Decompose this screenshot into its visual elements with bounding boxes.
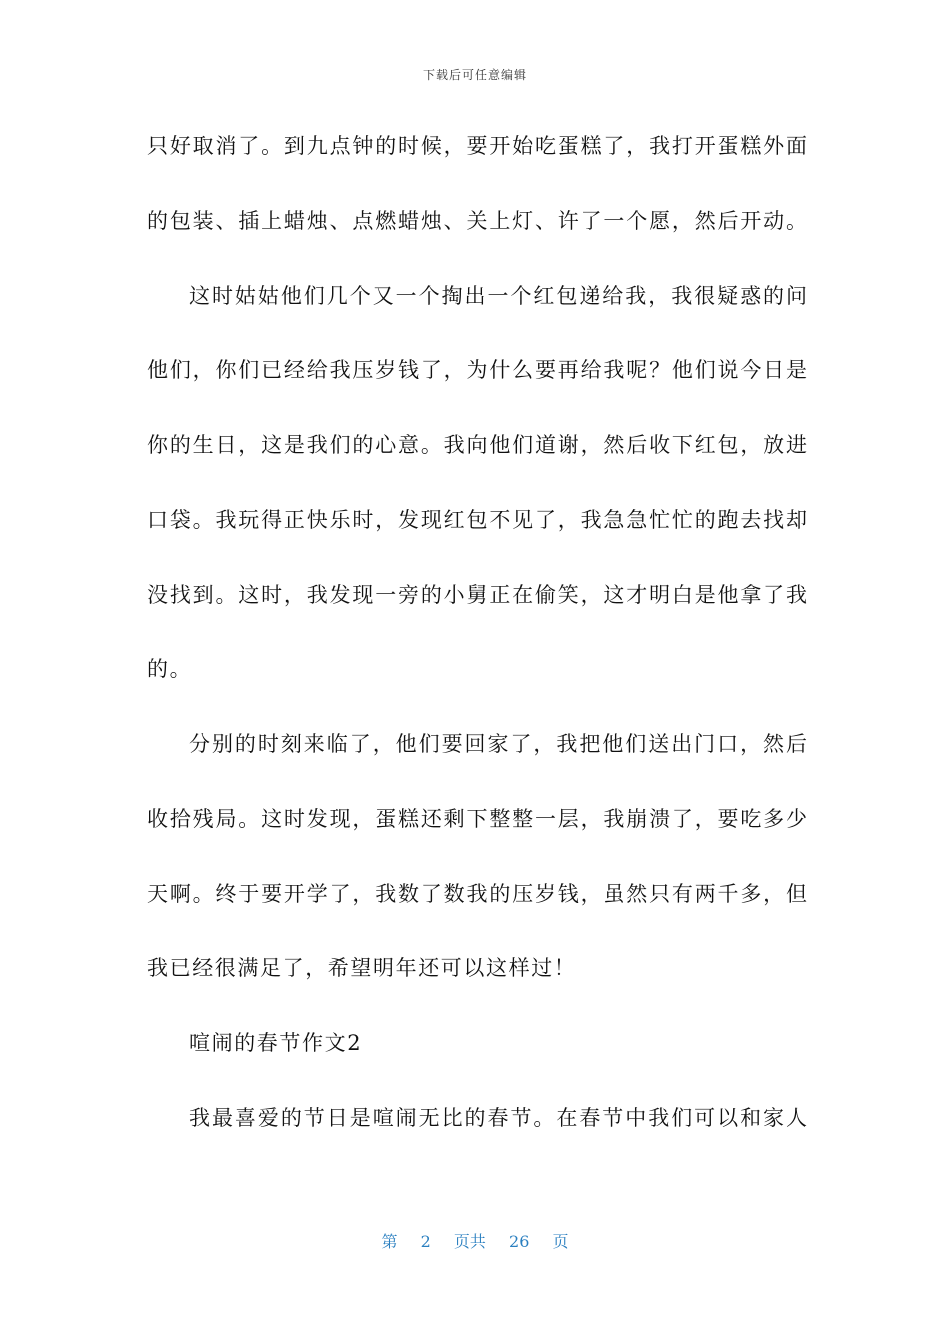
text-line: 收拾残局。这时发现，蛋糕还剩下整整一层，我崩溃了，要吃多少 [147, 807, 807, 831]
page-footer [0, 1229, 950, 1252]
text-line: 的包装、插上蜡烛、点燃蜡烛、关上灯、许了一个愿，然后开动。 [147, 209, 807, 233]
text-line: 这时姑姑他们几个又一个掏出一个红包递给我，我很疑惑的问 [189, 284, 807, 308]
text-line: 我最喜爱的节日是喧闹无比的春节。在春节中我们可以和家人 [189, 1106, 807, 1130]
text-line: 只好取消了。到九点钟的时候，要开始吃蛋糕了，我打开蛋糕外面 [147, 134, 807, 158]
text-line: 天啊。终于要开学了，我数了数我的压岁钱，虽然只有两千多，但 [147, 882, 807, 906]
current-page-number: 2 [420, 1232, 431, 1251]
footer-prefix: 第 [381, 1232, 398, 1251]
text-line: 的。 [147, 657, 193, 681]
text-line: 我已经很满足了，希望明年还可以这样过！ [147, 956, 577, 980]
footer-suffix: 页 [552, 1232, 569, 1251]
text-line: 他们，你们已经给我压岁钱了，为什么要再给我呢？他们说今日是 [147, 358, 807, 382]
page-header: 下载后可任意编辑 [422, 68, 527, 82]
text-line: 分别的时刻来临了，他们要回家了，我把他们送出门口，然后 [189, 732, 807, 756]
text-line: 没找到。这时，我发现一旁的小舅正在偷笑，这才明白是他拿了我 [147, 583, 807, 607]
footer-middle: 页共 [453, 1232, 486, 1251]
text-line: 你的生日，这是我们的心意。我向他们道谢，然后收下红包，放进 [147, 433, 807, 457]
section-heading: 喧闹的春节作文2 [189, 1031, 363, 1055]
text-line: 口袋。我玩得正快乐时，发现红包不见了，我急急忙忙的跑去找却 [147, 508, 807, 532]
total-pages: 26 [509, 1232, 530, 1251]
